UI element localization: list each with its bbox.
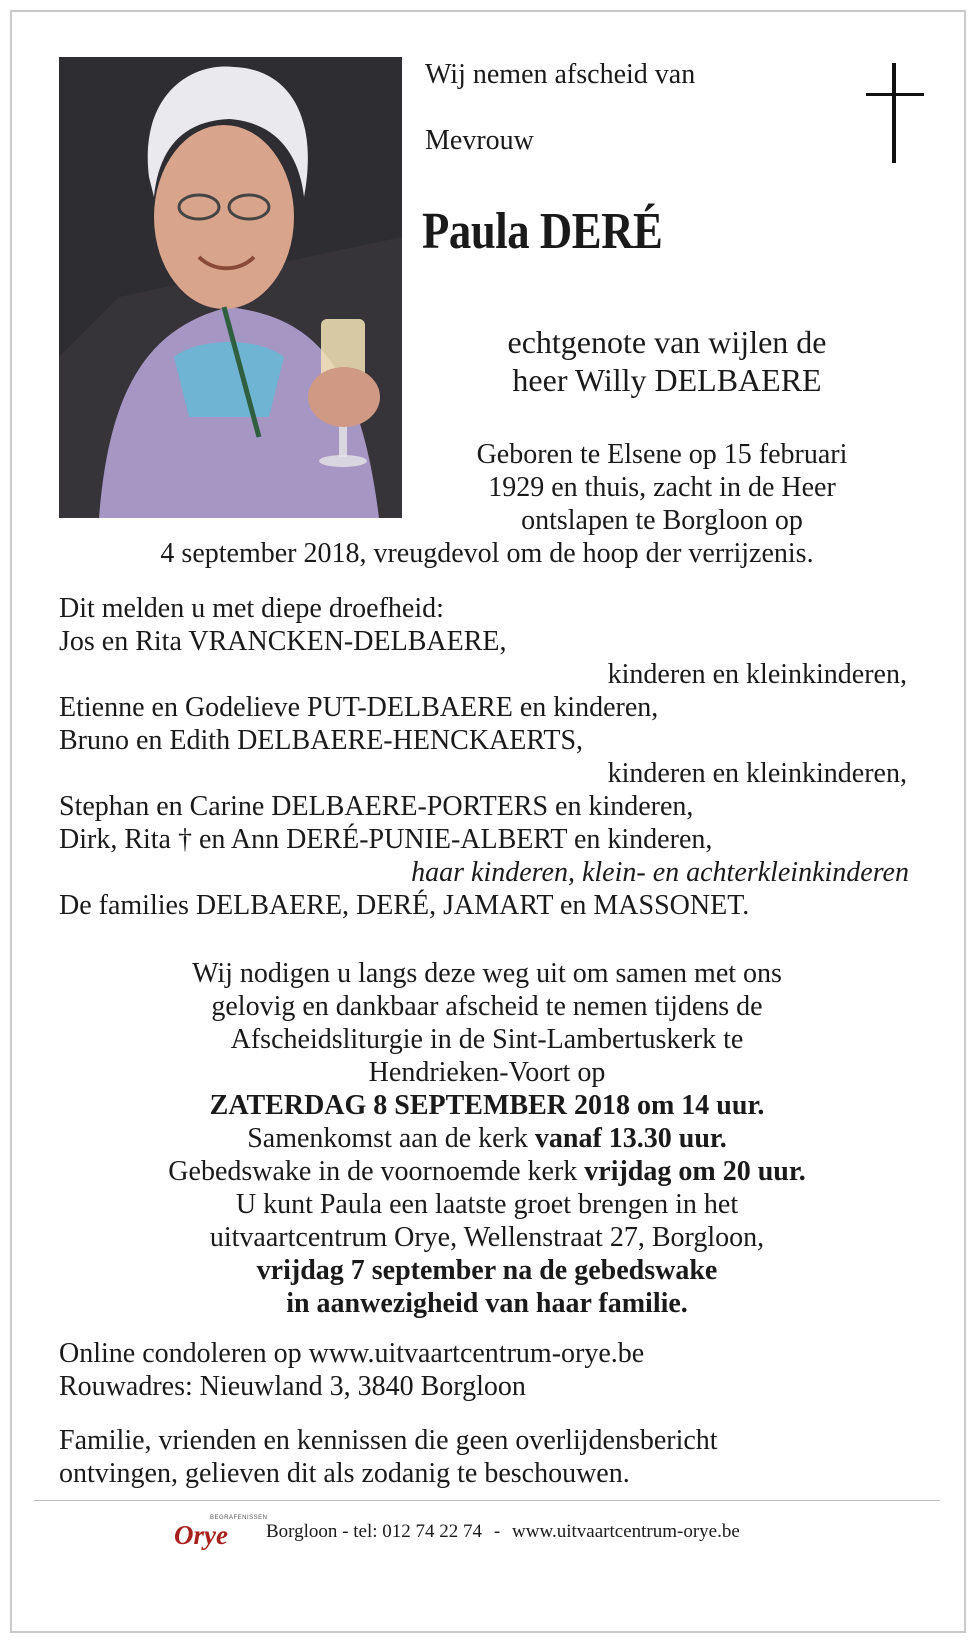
greet-bold-line: vrijdag 7 september na de gebedswake xyxy=(256,1255,718,1286)
family-line: Bruno en Edith DELBAERE-HENCKAERTS, xyxy=(59,725,584,756)
family-line: Dirk, Rita † en Ann DERÉ-PUNIE-ALBERT en kinderen, xyxy=(59,824,713,855)
invite-line: Afscheidsliturgie in de Sint-Lambertuskerk te xyxy=(230,1024,744,1055)
footer-divider xyxy=(34,1500,940,1501)
invite-line: gelovig en dankbaar afscheid te nemen tijdens de xyxy=(211,991,763,1022)
announce-line: Dit melden u met diepe droefheid: xyxy=(59,593,444,624)
spouse-info xyxy=(422,323,912,399)
born-line: ontslapen te Borgloon op xyxy=(521,505,803,536)
family-line: Etienne en Godelieve PUT-DELBAERE en kinderen, xyxy=(59,692,659,723)
funeral-date: ZATERDAG 8 SEPTEMBER 2018 om 14 uur. xyxy=(209,1090,765,1121)
family-line: kinderen en kleinkinderen, xyxy=(607,758,907,789)
family-list xyxy=(59,592,939,922)
greet-line: U kunt Paula een laatste groet brengen in het xyxy=(235,1189,739,1220)
invite-line: Wij nodigen u langs deze weg uit om samen met ons xyxy=(192,958,782,989)
gather-text: Samenkomst aan de kerk xyxy=(247,1123,535,1154)
invite-line: Hendrieken-Voort op xyxy=(368,1057,606,1088)
deceased-name: Paula DERÉ xyxy=(422,203,663,260)
vigil-line xyxy=(52,1155,922,1188)
orye-logo xyxy=(172,1514,268,1550)
closing-line: Familie, vrienden en kennissen die geen overlijdensbericht xyxy=(59,1425,718,1456)
obituary-card xyxy=(22,22,958,1622)
funeral-details xyxy=(52,957,922,1320)
portrait-photo xyxy=(59,57,402,518)
born-line: Geboren te Elsene op 15 februari xyxy=(476,439,848,470)
family-line: kinderen en kleinkinderen, xyxy=(607,659,907,690)
greet-line: uitvaartcentrum Orye, Wellenstraat 27, Borgloon, xyxy=(209,1222,765,1253)
honorific: Mevrouw xyxy=(425,125,534,156)
intro-text: Wij nemen afscheid van xyxy=(425,59,696,90)
spouse-line: heer Willy DELBAERE xyxy=(512,362,822,398)
greet-bold-line: in aanwezigheid van haar familie. xyxy=(286,1288,688,1319)
family-line: De families DELBAERE, DERÉ, JAMART en MASSONET. xyxy=(59,890,750,921)
logo-word: Orye xyxy=(174,1520,228,1550)
footer xyxy=(172,1512,740,1552)
mourning-address: Rouwadres: Nieuwland 3, 3840 Borgloon xyxy=(59,1371,526,1402)
vigil-text: Gebedswake in de voornoemde kerk xyxy=(168,1156,585,1187)
portrait-illustration xyxy=(59,57,402,518)
born-line: 4 september 2018, vreugdevol om de hoop der verrijzenis. xyxy=(160,538,814,569)
closing-line: ontvingen, gelieven dit als zodanig te beschouwen. xyxy=(59,1458,630,1489)
birth-death-info xyxy=(402,438,922,537)
vigil-time: vrijdag om 20 uur. xyxy=(584,1156,806,1187)
footer-contact: Borgloon - tel: 012 74 22 74 xyxy=(266,1521,483,1542)
gather-time: vanaf 13.30 uur. xyxy=(534,1123,727,1154)
family-line: haar kinderen, klein- en achterkleinkinderen xyxy=(411,857,909,888)
online-condolence: Online condoleren op www.uitvaartcentrum-orye.be xyxy=(59,1338,645,1369)
born-line: 1929 en thuis, zacht in de Heer xyxy=(488,472,836,503)
contact-info xyxy=(59,1337,644,1403)
logo-tagline: BEGRAFENISSEN xyxy=(210,1515,268,1521)
closing-note xyxy=(59,1424,718,1490)
footer-website[interactable]: www.uitvaartcentrum-orye.be xyxy=(512,1521,740,1542)
cross-icon xyxy=(866,63,924,163)
family-line: Jos en Rita VRANCKEN-DELBAERE, xyxy=(59,626,507,657)
footer-separator: - xyxy=(493,1521,501,1542)
spouse-line: echtgenote van wijlen de xyxy=(507,324,827,360)
family-line: Stephan en Carine DELBAERE-PORTERS en kinderen, xyxy=(59,791,694,822)
gather-line xyxy=(52,1122,922,1155)
